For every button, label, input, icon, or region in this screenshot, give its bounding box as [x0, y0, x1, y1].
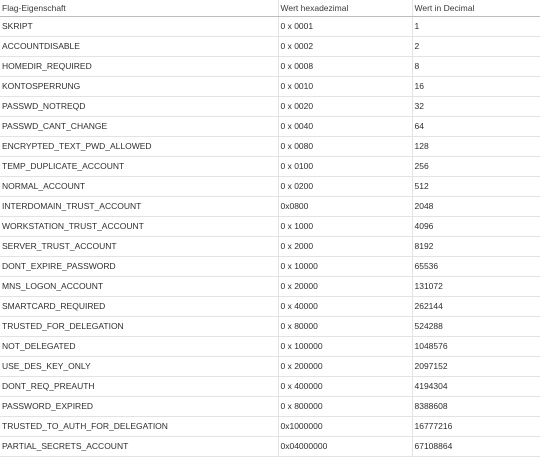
table-body — [0, 17, 540, 457]
table-row — [0, 77, 540, 97]
hex-value-cell: 0 x 200000 — [278, 357, 412, 377]
decimal-value-cell: 65536 — [412, 257, 540, 277]
hex-value-cell: 0 x 0008 — [278, 57, 412, 77]
header-wert-in-decimal: Wert in Decimal — [412, 0, 540, 17]
flag-name-cell: SERVER_TRUST_ACCOUNT — [0, 237, 278, 257]
decimal-value-cell: 8388608 — [412, 397, 540, 417]
hex-value-cell: 0 x 0040 — [278, 117, 412, 137]
hex-value-cell: 0x1000000 — [278, 417, 412, 437]
table-row — [0, 437, 540, 457]
table-row — [0, 397, 540, 417]
flag-name-cell: TEMP_DUPLICATE_ACCOUNT — [0, 157, 278, 177]
decimal-value-cell: 2048 — [412, 197, 540, 217]
decimal-value-cell: 1048576 — [412, 337, 540, 357]
table-row — [0, 257, 540, 277]
flag-name-cell: MNS_LOGON_ACCOUNT — [0, 277, 278, 297]
flag-name-cell: USE_DES_KEY_ONLY — [0, 357, 278, 377]
hex-value-cell: 0x04000000 — [278, 437, 412, 457]
table-row — [0, 137, 540, 157]
table-row — [0, 237, 540, 257]
table-row — [0, 57, 540, 77]
hex-value-cell: 0 x 1000 — [278, 217, 412, 237]
table-row — [0, 177, 540, 197]
flag-name-cell: SMARTCARD_REQUIRED — [0, 297, 278, 317]
flag-name-cell: NORMAL_ACCOUNT — [0, 177, 278, 197]
table-row — [0, 157, 540, 177]
flag-name-cell: ENCRYPTED_TEXT_PWD_ALLOWED — [0, 137, 278, 157]
table-row — [0, 37, 540, 57]
table-row — [0, 277, 540, 297]
hex-value-cell: 0 x 80000 — [278, 317, 412, 337]
decimal-value-cell: 262144 — [412, 297, 540, 317]
header-row — [0, 0, 540, 17]
hex-value-cell: 0x0800 — [278, 197, 412, 217]
hex-value-cell: 0 x 10000 — [278, 257, 412, 277]
decimal-value-cell: 131072 — [412, 277, 540, 297]
decimal-value-cell: 4194304 — [412, 377, 540, 397]
hex-value-cell: 0 x 0010 — [278, 77, 412, 97]
decimal-value-cell: 8 — [412, 57, 540, 77]
hex-value-cell: 0 x 800000 — [278, 397, 412, 417]
table-row — [0, 297, 540, 317]
table-row — [0, 377, 540, 397]
decimal-value-cell: 32 — [412, 97, 540, 117]
flag-name-cell: TRUSTED_TO_AUTH_FOR_DELEGATION — [0, 417, 278, 437]
decimal-value-cell: 16777216 — [412, 417, 540, 437]
decimal-value-cell: 8192 — [412, 237, 540, 257]
flag-name-cell: PASSWD_NOTREQD — [0, 97, 278, 117]
decimal-value-cell: 512 — [412, 177, 540, 197]
hex-value-cell: 0 x 0020 — [278, 97, 412, 117]
hex-value-cell: 0 x 40000 — [278, 297, 412, 317]
table-header — [0, 0, 540, 17]
hex-value-cell: 0 x 100000 — [278, 337, 412, 357]
flag-name-cell: SKRIPT — [0, 17, 278, 37]
hex-value-cell: 0 x 0080 — [278, 137, 412, 157]
flag-name-cell: ACCOUNTDISABLE — [0, 37, 278, 57]
header-flag-eigenschaft: Flag-Eigenschaft — [0, 0, 278, 17]
flag-name-cell: HOMEDIR_REQUIRED — [0, 57, 278, 77]
table-row — [0, 337, 540, 357]
flag-name-cell: TRUSTED_FOR_DELEGATION — [0, 317, 278, 337]
decimal-value-cell: 524288 — [412, 317, 540, 337]
hex-value-cell: 0 x 20000 — [278, 277, 412, 297]
decimal-value-cell: 128 — [412, 137, 540, 157]
hex-value-cell: 0 x 0002 — [278, 37, 412, 57]
decimal-value-cell: 4096 — [412, 217, 540, 237]
decimal-value-cell: 256 — [412, 157, 540, 177]
hex-value-cell: 0 x 0100 — [278, 157, 412, 177]
table-row — [0, 217, 540, 237]
hex-value-cell: 0 x 2000 — [278, 237, 412, 257]
hex-value-cell: 0 x 0001 — [278, 17, 412, 37]
flag-name-cell: WORKSTATION_TRUST_ACCOUNT — [0, 217, 278, 237]
flag-name-cell: DONT_REQ_PREAUTH — [0, 377, 278, 397]
flag-name-cell: NOT_DELEGATED — [0, 337, 278, 357]
flag-name-cell: INTERDOMAIN_TRUST_ACCOUNT — [0, 197, 278, 217]
flag-name-cell: DONT_EXPIRE_PASSWORD — [0, 257, 278, 277]
hex-value-cell: 0 x 0200 — [278, 177, 412, 197]
table-row — [0, 357, 540, 377]
table-row — [0, 97, 540, 117]
table-row — [0, 417, 540, 437]
decimal-value-cell: 2 — [412, 37, 540, 57]
header-wert-hexadezimal: Wert hexadezimal — [278, 0, 412, 17]
decimal-value-cell: 2097152 — [412, 357, 540, 377]
decimal-value-cell: 1 — [412, 17, 540, 37]
decimal-value-cell: 64 — [412, 117, 540, 137]
flag-name-cell: KONTOSPERRUNG — [0, 77, 278, 97]
flag-name-cell: PARTIAL_SECRETS_ACCOUNT — [0, 437, 278, 457]
decimal-value-cell: 67108864 — [412, 437, 540, 457]
flag-name-cell: PASSWORD_EXPIRED — [0, 397, 278, 417]
table-row — [0, 17, 540, 37]
hex-value-cell: 0 x 400000 — [278, 377, 412, 397]
table-row — [0, 197, 540, 217]
table-row — [0, 317, 540, 337]
flag-name-cell: PASSWD_CANT_CHANGE — [0, 117, 278, 137]
decimal-value-cell: 16 — [412, 77, 540, 97]
table-row — [0, 117, 540, 137]
